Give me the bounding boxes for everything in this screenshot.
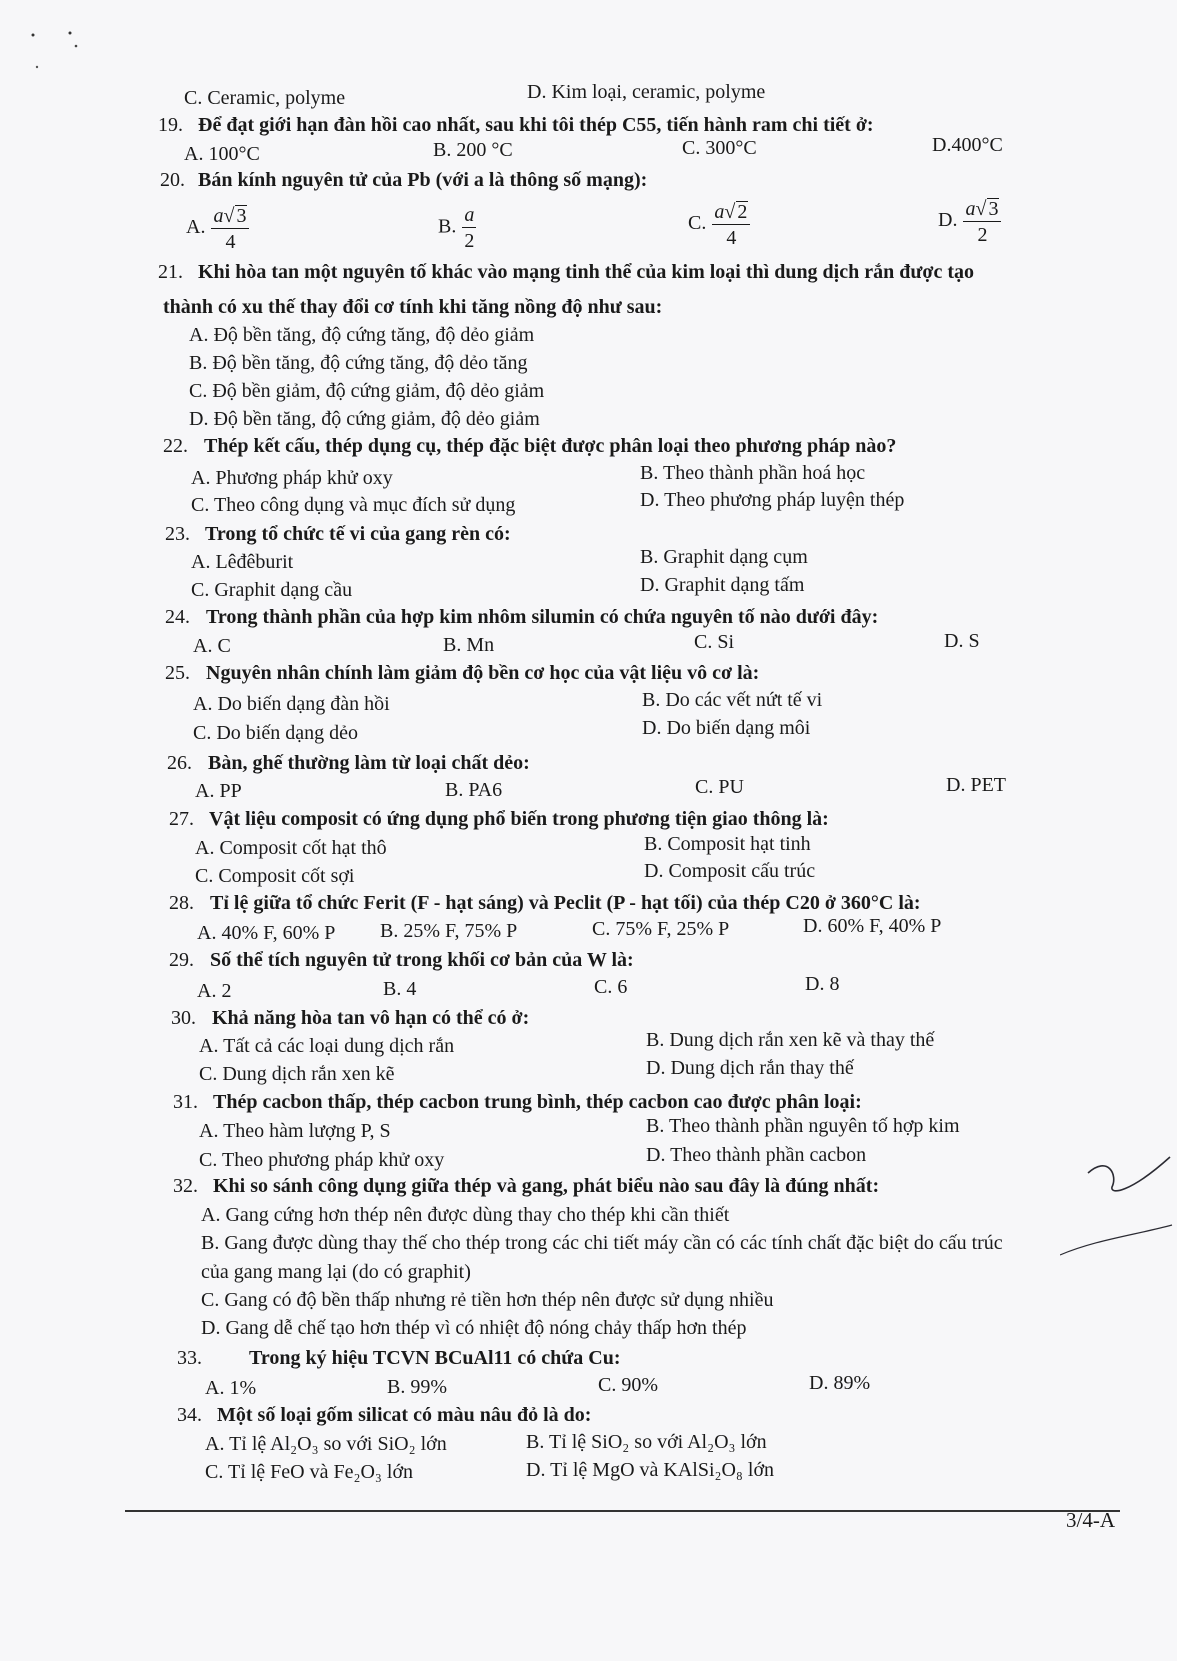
question-number: 24. xyxy=(165,606,190,628)
q33-option-d: D. 89% xyxy=(809,1372,871,1394)
q28-option-c: C. 75% F, 25% P xyxy=(592,918,730,940)
radicand: 3 xyxy=(236,205,247,227)
question-32 xyxy=(173,1176,879,1196)
question-number: 19. xyxy=(158,114,183,136)
question-text: Nguyên nhân chính làm giảm độ bền cơ học của vật liệu vô cơ là: xyxy=(206,662,760,684)
q25-option-c: C. Do biến dạng dẻo xyxy=(193,722,358,744)
question-text: Thép kết cấu, thép dụng cụ, thép đặc biệt được phân loại theo phương pháp nào? xyxy=(204,435,897,457)
question-number: 30. xyxy=(171,1007,196,1029)
q26-option-d: D. PET xyxy=(946,774,1006,796)
question-text: Khả năng hòa tan vô hạn có thể có ở: xyxy=(212,1007,530,1029)
option-label: C. xyxy=(688,212,707,235)
question-text: Số thể tích nguyên tử trong khối cơ bản của W là: xyxy=(210,949,634,971)
q34-option-a: A. Tỉ lệ Al₂O₃ so với SiO₂ lớn xyxy=(205,1433,447,1455)
question-number: 34. xyxy=(177,1404,202,1426)
denominator: 4 xyxy=(726,227,737,249)
q33-option-b: B. 99% xyxy=(387,1376,447,1398)
question-text: Trong tổ chức tế vi của gang rèn có: xyxy=(205,523,511,545)
fraction: $\frac{a√ 2}{4}$ xyxy=(712,201,750,248)
question-text: Trong ký hiệu TCVN BCuAl11 có chứa Cu: xyxy=(249,1347,621,1369)
question-text: Tỉ lệ giữa tổ chức Ferit (F - hạt sáng) và Peclit (P - hạt tối) của thép C20 ở 360°C là: xyxy=(210,892,921,914)
question-22 xyxy=(163,436,896,456)
q27-option-b: B. Composit hạt tinh xyxy=(644,833,811,855)
question-text-line1: Khi hòa tan một nguyên tố khác vào mạng tinh thể của kim loại thì dung dịch rắn được tạo xyxy=(198,261,974,283)
question-21-line2: thành có xu thế thay đổi cơ tính khi tăng nồng độ như sau: xyxy=(163,296,663,318)
question-23 xyxy=(165,524,511,544)
question-number: 20. xyxy=(160,169,185,191)
q22-option-a: A. Phương pháp khử oxy xyxy=(191,467,393,489)
q25-option-d: D. Do biến dạng môi xyxy=(642,717,811,739)
variable-a: a xyxy=(714,201,725,223)
q27-option-a: A. Composit cốt hạt thô xyxy=(195,837,387,859)
q20-option-a xyxy=(186,205,249,252)
question-number: 28. xyxy=(169,892,194,914)
denominator: 2 xyxy=(977,224,988,246)
q20-option-c xyxy=(688,201,750,248)
question-text: Trong thành phần của hợp kim nhôm silumin có chứa nguyên tố nào dưới đây: xyxy=(206,606,879,628)
q28-option-a: A. 40% F, 60% P xyxy=(197,922,336,944)
q22-option-c: C. Theo công dụng và mục đích sử dụng xyxy=(191,494,516,516)
q23-option-c: C. Graphit dạng cầu xyxy=(191,579,353,601)
q31-option-a: A. Theo hàm lượng P, S xyxy=(199,1120,391,1142)
q32-option-a: A. Gang cứng hơn thép nên được dùng thay cho thép khi cần thiết xyxy=(201,1204,730,1226)
radicand: 3 xyxy=(988,198,999,220)
q34-option-c: C. Tỉ lệ FeO và Fe₂O₃ lớn xyxy=(205,1461,414,1483)
q29-option-b: B. 4 xyxy=(383,978,417,1000)
question-21 xyxy=(158,262,974,282)
option-label: A. xyxy=(186,216,206,239)
q19-option-a: A. 100°C xyxy=(184,143,260,165)
question-number: 22. xyxy=(163,435,188,457)
q20-option-d xyxy=(938,198,1001,245)
question-number: 26. xyxy=(167,752,192,774)
q32-option-b-line1: B. Gang được dùng thay thế cho thép trong các chi tiết máy cần có các tính chất đặc biệt do cấu trúc xyxy=(201,1232,1003,1254)
fraction xyxy=(462,205,476,251)
q21-option-d: D. Độ bền tăng, độ cứng giảm, độ dẻo giảm xyxy=(189,408,540,430)
q27-option-d: D. Composit cấu trúc xyxy=(644,860,816,882)
q21-option-c: C. Độ bền giảm, độ cứng giảm, độ dẻo giảm xyxy=(189,380,545,402)
q23-option-d: D. Graphit dạng tấm xyxy=(640,574,805,596)
question-31 xyxy=(173,1092,862,1112)
q32-option-b-line2: của gang mang lại (do có graphit) xyxy=(201,1261,471,1283)
q30-option-a: A. Tất cả các loại dung dịch rắn xyxy=(199,1035,455,1057)
variable-a: a xyxy=(965,198,976,220)
question-number: 33. xyxy=(177,1347,202,1369)
page-number: 3/4-A xyxy=(1066,1508,1115,1532)
question-number: 21. xyxy=(158,261,183,283)
q21-option-b: B. Độ bền tăng, độ cứng tăng, độ dẻo tăng xyxy=(189,352,528,374)
question-28 xyxy=(169,893,921,913)
question-text: Bán kính nguyên tử của Pb (với a là thông số mạng): xyxy=(198,169,648,191)
question-text: Để đạt giới hạn đàn hồi cao nhất, sau khi tôi thép C55, tiến hành ram chi tiết ở: xyxy=(198,114,874,136)
q23-option-a: A. Lêđêburit xyxy=(191,551,294,573)
q18-option-d: D. Kim loại, ceramic, polyme xyxy=(527,81,766,103)
fraction: $\frac{a√ 3}{2}$ xyxy=(963,198,1001,245)
q23-option-b: B. Graphit dạng cụm xyxy=(640,546,808,568)
question-number: 29. xyxy=(169,949,194,971)
q29-option-d: D. 8 xyxy=(805,973,840,995)
question-number: 25. xyxy=(165,662,190,684)
question-33 xyxy=(177,1348,621,1368)
q24-option-b: B. Mn xyxy=(443,634,495,656)
fraction: $\frac{a√ 3}{4}$ xyxy=(211,205,249,252)
question-number: 32. xyxy=(173,1175,198,1197)
q29-option-a: A. 2 xyxy=(197,980,232,1002)
q20-option-b xyxy=(438,205,476,251)
question-number: 31. xyxy=(173,1091,198,1113)
question-text: Thép cacbon thấp, thép cacbon trung bình, thép cacbon cao được phân loại: xyxy=(213,1091,862,1113)
q24-option-a: A. C xyxy=(193,635,231,657)
question-number: 27. xyxy=(169,808,194,830)
question-20 xyxy=(160,170,647,190)
question-number: 23. xyxy=(165,523,190,545)
question-text: Khi so sánh công dụng giữa thép và gang, phát biểu nào sau đây là đúng nhất: xyxy=(213,1175,880,1197)
scan-specks xyxy=(30,28,90,78)
question-26 xyxy=(167,753,530,773)
q33-option-c: C. 90% xyxy=(598,1374,658,1396)
question-text: Vật liệu composit có ứng dụng phổ biến trong phương tiện giao thông là: xyxy=(209,808,829,830)
q26-option-b: B. PA6 xyxy=(445,779,503,801)
handwritten-mark-icon xyxy=(1060,1145,1177,1275)
q28-option-d: D. 60% F, 40% P xyxy=(803,915,942,937)
option-label: D. xyxy=(938,209,958,232)
q30-option-b: B. Dung dịch rắn xen kẽ và thay thế xyxy=(646,1029,935,1051)
q28-option-b: B. 25% F, 75% P xyxy=(380,920,518,942)
question-24 xyxy=(165,607,878,627)
question-30 xyxy=(171,1008,529,1028)
q30-option-d: D. Dung dịch rắn thay thế xyxy=(646,1057,854,1079)
question-27 xyxy=(169,809,829,829)
option-label: B. xyxy=(438,215,457,238)
q24-option-d: D. S xyxy=(944,630,980,652)
q27-option-c: C. Composit cốt sợi xyxy=(195,865,355,887)
variable-a: a xyxy=(213,205,224,227)
q30-option-c: C. Dung dịch rắn xen kẽ xyxy=(199,1063,395,1085)
q31-option-b: B. Theo thành phần nguyên tố hợp kim xyxy=(646,1115,960,1137)
q22-option-d: D. Theo phương pháp luyện thép xyxy=(640,489,905,511)
q34-option-d: D. Tỉ lệ MgO và KAlSi₂O₈ lớn xyxy=(526,1459,775,1481)
denominator: 2 xyxy=(464,230,475,252)
q32-option-c: C. Gang có độ bền thấp nhưng rẻ tiền hơn thép nên được sử dụng nhiều xyxy=(201,1289,774,1311)
question-text: Bàn, ghế thường làm từ loại chất dẻo: xyxy=(208,752,530,774)
q31-option-d: D. Theo thành phần cacbon xyxy=(646,1144,867,1166)
q25-option-b: B. Do các vết nứt tế vi xyxy=(642,689,823,711)
q18-option-c: C. Ceramic, polyme xyxy=(184,87,346,109)
q25-option-a: A. Do biến dạng đàn hồi xyxy=(193,693,390,715)
q31-option-c: C. Theo phương pháp khử oxy xyxy=(199,1149,445,1171)
q32-option-d: D. Gang dễ chế tạo hơn thép vì có nhiệt độ nóng chảy thấp hơn thép xyxy=(201,1317,747,1339)
question-34 xyxy=(177,1405,591,1425)
footer-rule xyxy=(125,1510,1120,1512)
q29-option-c: C. 6 xyxy=(594,976,628,998)
q26-option-a: A. PP xyxy=(195,780,242,802)
q33-option-a: A. 1% xyxy=(205,1377,257,1399)
q21-option-a: A. Độ bền tăng, độ cứng tăng, độ dẻo giảm xyxy=(189,324,535,346)
q34-option-b: B. Tỉ lệ SiO₂ so với Al₂O₃ lớn xyxy=(526,1431,767,1453)
denominator: 4 xyxy=(225,231,236,253)
question-29 xyxy=(169,950,634,970)
q26-option-c: C. PU xyxy=(695,776,744,798)
q19-option-c: C. 300°C xyxy=(682,137,757,159)
q22-option-b: B. Theo thành phần hoá học xyxy=(640,462,866,484)
radicand: 2 xyxy=(737,201,748,223)
q24-option-c: C. Si xyxy=(694,631,735,653)
q19-option-d: D.400°C xyxy=(932,134,1003,156)
variable-a: a xyxy=(464,204,475,226)
question-19 xyxy=(158,115,874,135)
question-25 xyxy=(165,663,759,683)
question-text: Một số loại gốm silicat có màu nâu đỏ là do: xyxy=(217,1404,592,1426)
q19-option-b: B. 200 °C xyxy=(433,139,513,161)
